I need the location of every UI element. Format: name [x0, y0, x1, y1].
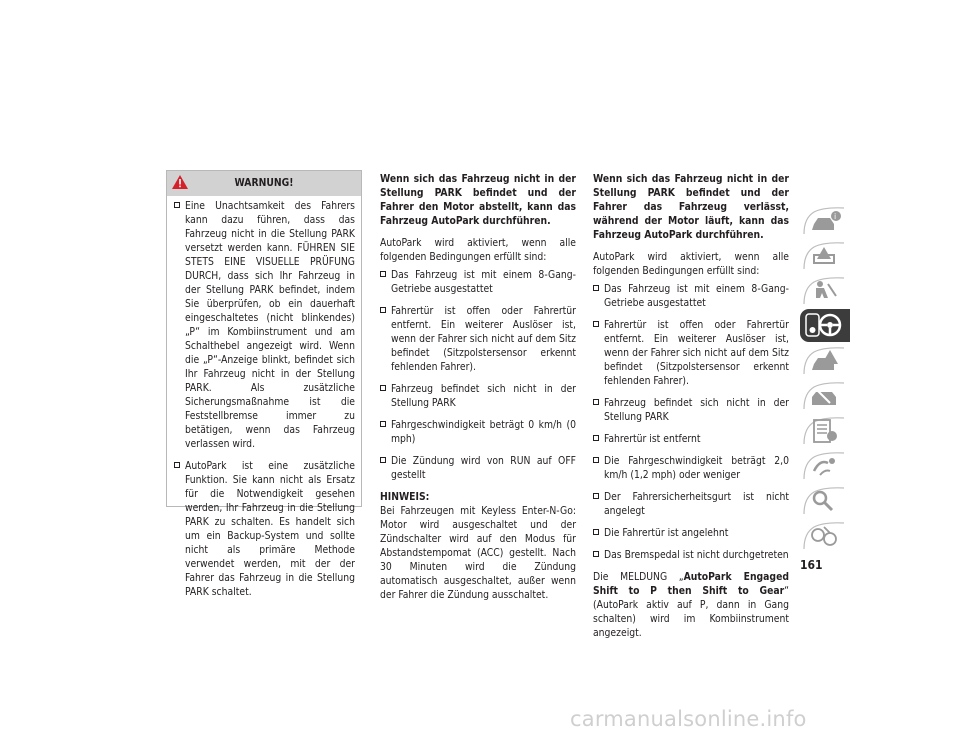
tab-specs[interactable] [800, 414, 850, 447]
conditions-intro: AutoPark wird aktiviert, wenn alle folgenden Bedingungen erfüllt sind: [593, 251, 789, 277]
message-text: AutoPark Engaged Shift to P then Shift to Gear [593, 571, 789, 597]
condition-item: Fahrertür ist entfernt [593, 432, 789, 446]
note-title: HINWEIS: [380, 491, 430, 503]
tab-car-info[interactable] [800, 204, 850, 237]
note-text: Bei Fahrzeugen mit Keyless Enter-N-Go: Motor wird ausgeschaltet und der Zündschalter wird auf den Modus für Abstandstempomat (ACC) gestellt. Nach 30 Minuten wird die Zündung automatisch ausgeschaltet, außer wenn der Fahrer die Zündung ausschaltet. [380, 505, 576, 601]
steering-wheel-icon [800, 309, 850, 342]
emergency-icon [800, 344, 850, 377]
safety-icon [800, 274, 850, 307]
tab-steering-wheel[interactable] [800, 309, 850, 342]
condition-item: Die Fahrertür ist angelehnt [593, 526, 789, 540]
condition-item: Fahrzeug befindet sich nicht in der Stellung PARK [380, 382, 576, 410]
languages-icon [800, 519, 850, 552]
section-heading: Wenn sich das Fahrzeug nicht in der Stellung PARK befindet und der Fahrer den Motor abstellt, kann das Fahrzeug AutoPark durchführen. [380, 173, 576, 227]
warning-header [167, 171, 361, 196]
warning-title: WARNUNG! [234, 177, 294, 189]
tab-emergency[interactable] [800, 344, 850, 377]
warning-box [166, 170, 362, 598]
service-icon [800, 379, 850, 412]
chapter-tabs [800, 204, 850, 554]
message-paragraph: Die MELDUNG „AutoPark Engaged Shift to P then Shift to Gear“ (AutoPark aktiv auf P, dann in Gang schalten) wird im Kombiinstrument angezeigt. [593, 571, 789, 639]
warning-triangle-icon [171, 174, 189, 190]
conditions-list [593, 282, 789, 562]
condition-item: Die Fahrgeschwindigkeit beträgt 2,0 km/h (1,2 mph) oder weniger [593, 454, 789, 482]
page-number: 161 [800, 558, 823, 572]
tab-safety[interactable] [800, 274, 850, 307]
warning-column [166, 170, 362, 598]
condition-item: Das Bremspedal ist nicht durchgetreten [593, 548, 789, 562]
tab-warning-lights[interactable] [800, 239, 850, 272]
column-driver-leaves [593, 172, 789, 648]
column-engine-off [380, 172, 576, 610]
conditions-list [380, 268, 576, 482]
condition-item: Der Fahrersicherheitsgurt ist nicht angelegt [593, 490, 789, 518]
warning-list [167, 199, 361, 599]
svg-text:i: i [834, 212, 837, 221]
condition-item: Das Fahrzeug ist mit einem 8-Gang-Getriebe ausgestattet [593, 282, 789, 310]
tab-languages[interactable] [800, 519, 850, 552]
warning-item: AutoPark ist eine zusätzliche Funktion. Sie kann nicht als Ersatz für die Notwendigkeit gesehen werden, Ihr Fahrzeug in die Stellung PARK zu schalten. Es handelt sich um ein Backup-System und sollte nicht als primäre Methode verwendet werden, mit der der Fahrer das Fahrzeug in die Stellung PARK schaltet. [174, 459, 355, 599]
footer-watermark[interactable]: carmanualsonline.info [570, 707, 807, 731]
conditions-intro: AutoPark wird aktiviert, wenn alle folgenden Bedingungen erfüllt sind: [380, 237, 576, 263]
section-heading: Wenn sich das Fahrzeug nicht in der Stellung PARK befindet und der Fahrer das Fahrzeug verlässt, während der Motor läuft, kann das Fahrzeug AutoPark durchführen. [593, 173, 789, 241]
car-info-icon [800, 204, 850, 237]
index-icon [800, 484, 850, 517]
warning-lights-icon [800, 239, 850, 272]
condition-item: Fahrertür ist offen oder Fahrertür entfernt. Ein weiterer Auslöser ist, wenn der Fahrer sich nicht auf dem Sitz befindet (Sitzpolstersensor erkennt fehlenden Fahrer). [380, 304, 576, 374]
condition-item: Fahrgeschwindigkeit beträgt 0 km/h (0 mph) [380, 418, 576, 446]
condition-item: Fahrertür ist offen oder Fahrertür entfernt. Ein weiterer Auslöser ist, wenn der Fahrer sich nicht auf dem Sitz befindet (Sitzpolstersensor erkennt fehlenden Fahrer). [593, 318, 789, 388]
multimedia-icon [800, 449, 850, 482]
condition-item: Die Zündung wird von RUN auf OFF gestellt [380, 454, 576, 482]
condition-item: Fahrzeug befindet sich nicht in der Stellung PARK [593, 396, 789, 424]
specs-icon [800, 414, 850, 447]
tab-index[interactable] [800, 484, 850, 517]
tab-multimedia[interactable] [800, 449, 850, 482]
condition-item: Das Fahrzeug ist mit einem 8-Gang-Getriebe ausgestattet [380, 268, 576, 296]
tab-service[interactable] [800, 379, 850, 412]
warning-item: Eine Unachtsamkeit des Fahrers kann dazu führen, dass das Fahrzeug nicht in die Stellung PARK versetzt werden kann. FÜHREN SIE STETS EINE VISUELLE PRÜFUNG DURCH, dass sich Ihr Fahrzeug in der Stellung PARK befindet, indem Sie überprüfen, ob ein dauerhaft eingeschaltetes (nicht blinkendes) „P“ im Kombiinstrument und am Schalthebel angezeigt wird. Wenn die „P“-Anzeige blinkt, befindet sich Ihr Fahrzeug nicht in der Stellung PARK. Als zusätzliche Sicherungsmaßnahme ist die Feststellbremse immer zu betätigen, wenn das Fahrzeug verlassen wird. [174, 199, 355, 451]
